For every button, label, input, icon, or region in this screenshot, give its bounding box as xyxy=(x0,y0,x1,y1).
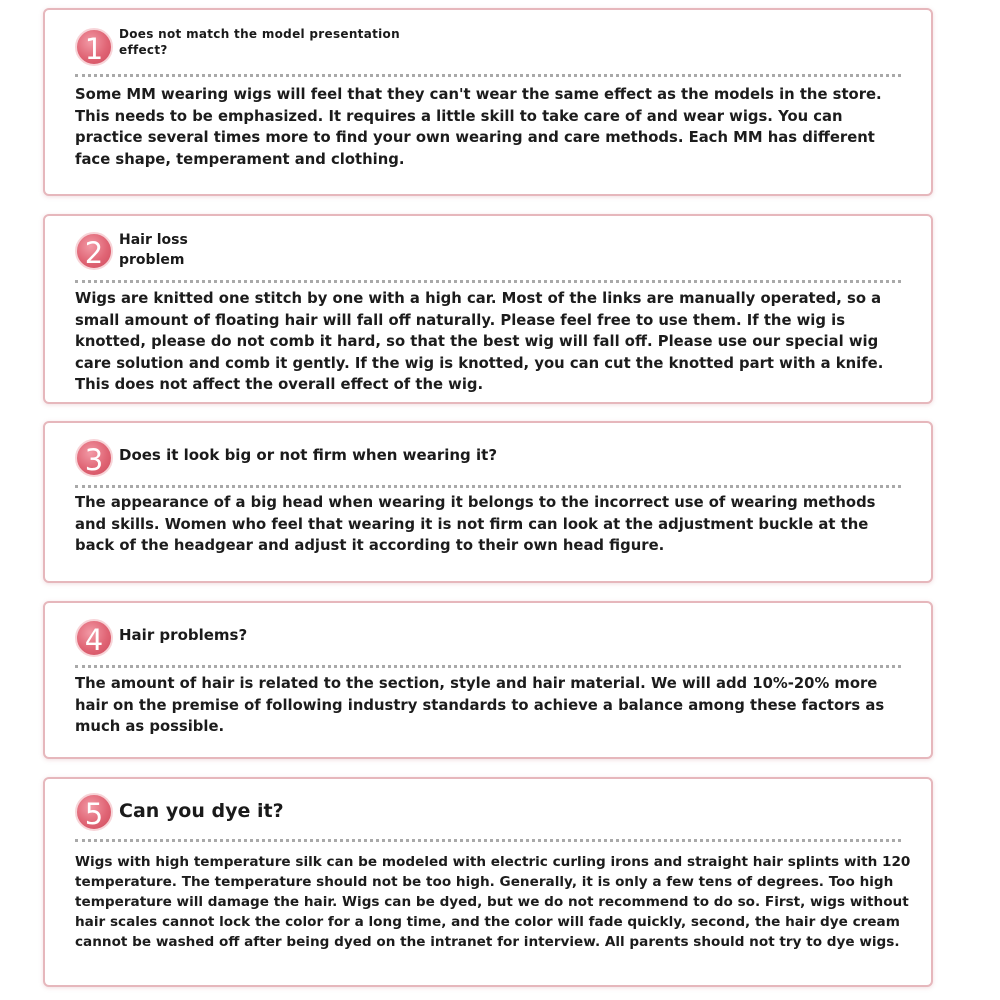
faq-title-3: Does it look big or not firm when wearing it? xyxy=(119,446,498,464)
faq-card-4 xyxy=(43,601,933,759)
faq-body-1: Some MM wearing wigs will feel that they can't wear the same effect as the models in the store. This needs to be emphasized. It requires a little skill to take care of and wear wigs. You can practice several times more to find your own wearing and care methods. Each MM has different face shape, temperament and clothing. xyxy=(75,86,882,168)
faq-title-2 xyxy=(119,230,188,270)
faq-title-2-line-1: Hair loss xyxy=(119,232,188,248)
faq-title-1 xyxy=(119,26,400,58)
faq-card-1 xyxy=(43,8,933,196)
number-badge-4: 4 xyxy=(75,619,113,657)
faq-title-1-line-1: Does not match the model presentation xyxy=(119,27,400,41)
faq-title-5: Can you dye it? xyxy=(119,800,284,822)
faq-card-3 xyxy=(43,421,933,583)
faq-card-5 xyxy=(43,777,933,987)
dotted-divider-5 xyxy=(75,839,901,842)
faq-card-2 xyxy=(43,214,933,404)
faq-body-5: Wigs with high temperature silk can be modeled with electric curling irons and straight hair splints with 120 temperature. The temperature should not be too high. Generally, it is only a few tens of degrees. Too high temperature will damage the hair. Wigs can be dyed, but we do not recommend to do so. First, wigs without hair scales cannot lock the color for a long time, and the color will fade quickly, second, the hair dye cream cannot be washed off after being dyed on the intranet for interview. All parents should not try to dye wigs. xyxy=(75,854,911,950)
faq-body-3: The appearance of a big head when wearing it belongs to the incorrect use of wearing methods and skills. Women who feel that wearing it is not firm can look at the adjustment buckle at the back of the headgear and adjust it according to their own head figure. xyxy=(75,494,876,554)
faq-body-4: The amount of hair is related to the section, style and hair material. We will add 10%-20% more hair on the premise of following industry standards to achieve a balance among these factors as much as possible. xyxy=(75,675,885,735)
faq-title-1-line-2: effect? xyxy=(119,43,168,57)
number-badge-5: 5 xyxy=(75,793,113,831)
number-badge-2: 2 xyxy=(75,232,113,270)
dotted-divider-3 xyxy=(75,485,901,488)
dotted-divider-2 xyxy=(75,280,901,283)
dotted-divider-4 xyxy=(75,665,901,668)
faq-title-2-line-2: problem xyxy=(119,252,185,268)
faq-title-4: Hair problems? xyxy=(119,626,248,644)
number-badge-3: 3 xyxy=(75,439,113,477)
faq-body-2: Wigs are knitted one stitch by one with a high car. Most of the links are manually operated, so a small amount of floating hair will fall off naturally. Please feel free to use them. If the wig is knotted, please do not comb it hard, so that the best wig will fall off. Please use our special wig care solution and comb it gently. If the wig is knotted, you can cut the knotted part with a knife. This does not affect the overall effect of the wig. xyxy=(75,290,884,393)
number-badge-1: 1 xyxy=(75,28,113,66)
dotted-divider-1 xyxy=(75,74,901,77)
